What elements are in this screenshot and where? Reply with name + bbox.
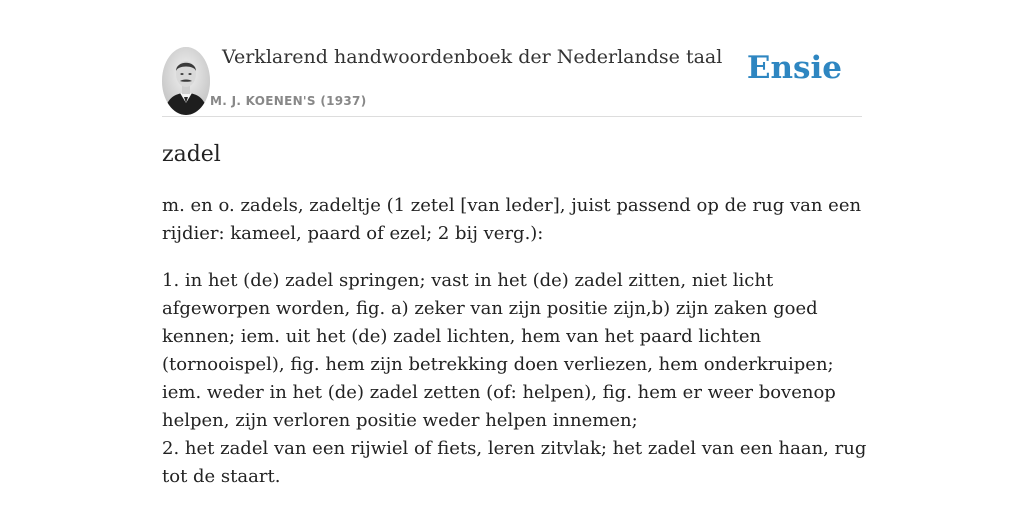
page-header bbox=[162, 0, 862, 117]
book-title: Verklarend handwoordenboek der Nederlandse taal bbox=[222, 46, 723, 68]
author-portrait-icon bbox=[162, 47, 210, 115]
ensie-logo-link[interactable]: Ensie bbox=[746, 50, 842, 86]
entry-meanings bbox=[162, 267, 872, 491]
entry-headword: zadel bbox=[162, 142, 221, 167]
meaning-item: 1. in het (de) zadel springen; vast in het (de) zadel zitten, niet licht afgeworpen worden, fig. a) zeker van zijn positie zijn,b) zijn zaken goed kennen; iem. uit het (de) zadel lichten, hem van het paard lichten (tornooispel), fig. hem zijn betrekking doen verliezen, hem onderkruipen; iem. weder in het (de) zadel zetten (of: helpen), fig. hem er weer bovenop helpen, zijn verloren positie weder helpen innemen; bbox=[162, 270, 836, 431]
entry-grammar: m. en o. zadels, zadeltje (1 zetel [van leder], juist passend op de rug van een rijdier: kameel, paard of ezel; 2 bij verg.): bbox=[162, 195, 862, 244]
meaning-item: 2. het zadel van een rijwiel of fiets, leren zitvlak; het zadel van een haan, rug tot de staart. bbox=[162, 438, 867, 487]
author-line: M. J. KOENEN'S (1937) bbox=[210, 94, 367, 108]
entry-content bbox=[162, 140, 872, 491]
